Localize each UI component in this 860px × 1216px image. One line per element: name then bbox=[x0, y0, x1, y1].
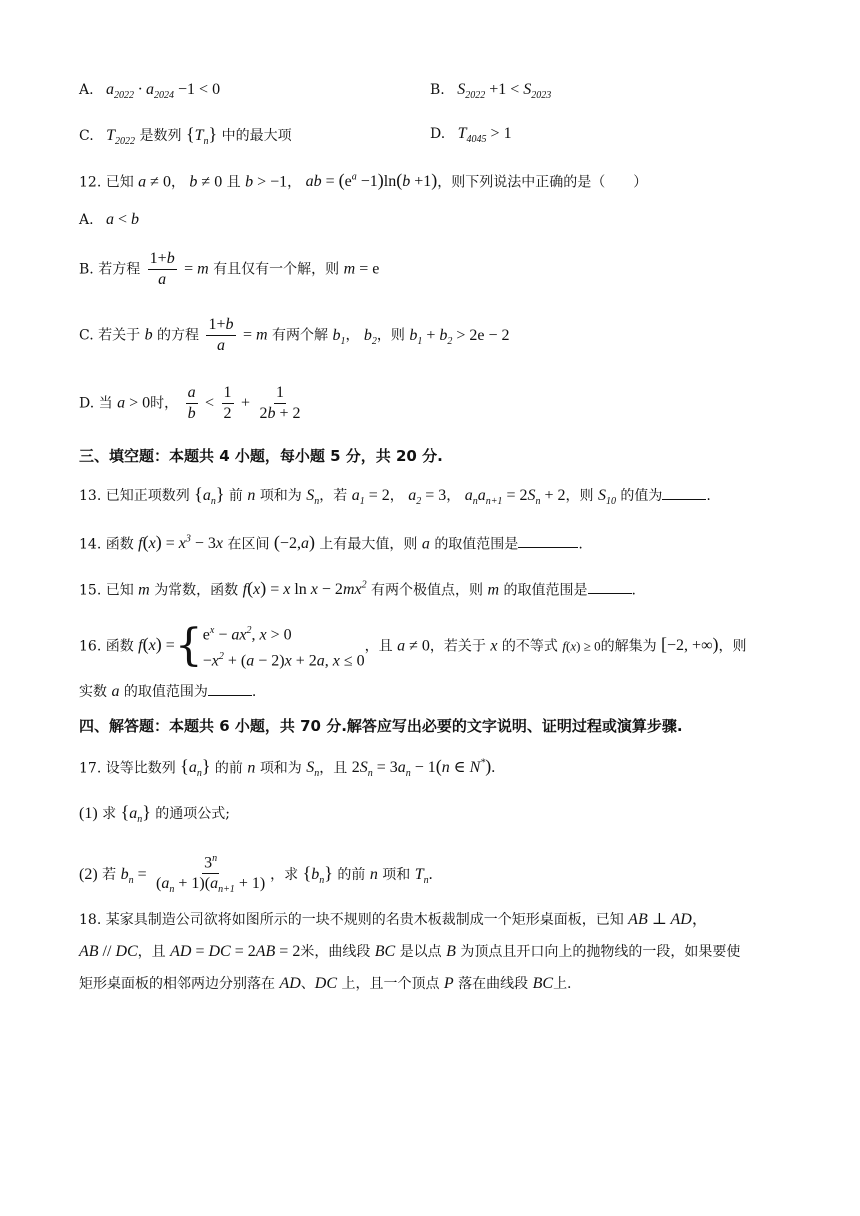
math-expr: $b_1$ bbox=[332, 326, 346, 347]
q17-stem bbox=[79, 754, 495, 785]
math-expr: $a_na_{n+1} = 2S_n + 2$ bbox=[464, 487, 566, 508]
q-text: ，则 bbox=[565, 488, 594, 504]
option-text: 中的最大项 bbox=[221, 128, 292, 144]
math-expr: $S_{10}$ bbox=[597, 487, 616, 508]
q-text: 上，且一个顶点 bbox=[341, 976, 440, 992]
q-text: 函数 bbox=[105, 536, 134, 553]
q-text: 的通项公式; bbox=[155, 806, 231, 822]
q-text: 设等比数列 bbox=[105, 760, 176, 777]
q15: 15. 已知 m 为常数，函数 f(x) = x $\ln x - 2mx^2$ 有两个极值点，则 m 的取值范围是 . bbox=[79, 578, 636, 599]
option-text: 有且仅有一个解，则 bbox=[213, 261, 340, 278]
q-text: ，且 bbox=[364, 638, 393, 655]
option-text: 的方程 bbox=[157, 327, 200, 344]
math-expr: $S_n$ bbox=[306, 487, 320, 508]
math-expr: $\{b_n\}$ bbox=[302, 862, 333, 886]
math-expr: $b_2$ bbox=[363, 326, 377, 347]
q-text: 的前 bbox=[337, 866, 366, 883]
math-expr: = m bbox=[184, 260, 209, 278]
math-expr: b > −1 bbox=[245, 173, 288, 191]
math-expr: BC bbox=[374, 943, 396, 960]
question-number: 12. bbox=[79, 174, 102, 191]
question-number: 14. bbox=[79, 536, 102, 553]
math-expr: (−2,a) bbox=[273, 532, 315, 553]
math-expr: $\{a_n\}$ bbox=[120, 802, 151, 826]
q-text: 若 bbox=[102, 866, 117, 883]
piecewise-brace: { bbox=[174, 620, 203, 672]
math-expr: $f(x) = x^3 - 3x$ bbox=[138, 532, 224, 553]
math-expr: ab = $(e^a -1)\ln(b +1)$ bbox=[305, 170, 438, 191]
q-text: 实数 bbox=[79, 684, 107, 700]
q-text: 米，曲线段 bbox=[300, 944, 371, 960]
q-text: ， bbox=[389, 488, 404, 504]
math-expr: n bbox=[247, 487, 256, 504]
stem-text: ，则下列说法中正确的是（ ） bbox=[437, 174, 648, 191]
q-text: 是以点 bbox=[399, 944, 442, 960]
math-expr: $2S_n = 3a_n - 1(n$ ∈ N*). bbox=[351, 756, 496, 780]
q-text: 某家具制造公司欲将如图所示的一块不规则的名贵木板裁制成一个矩形桌面板，已知 bbox=[105, 912, 624, 928]
q12-option-b bbox=[79, 250, 379, 289]
option-text: 是数列 bbox=[139, 128, 182, 144]
math-expr: a < b bbox=[98, 211, 140, 228]
math-expr: a > 0 bbox=[117, 394, 151, 412]
q-text: 上有最大值，则 bbox=[319, 536, 418, 553]
q-text: 项和 bbox=[382, 866, 411, 883]
math-expr: AD bbox=[279, 975, 301, 992]
part-label: (2) bbox=[79, 865, 98, 883]
math-expr: x bbox=[490, 637, 498, 655]
math-expr: P bbox=[443, 975, 454, 992]
math-expr: f(x) = x $\ln x - 2mx^2$ bbox=[242, 578, 367, 599]
q-text: 矩形桌面板的相邻两边分别落在 bbox=[79, 976, 275, 992]
math-expr: AB ⊥ AD， bbox=[628, 911, 708, 928]
math-expr: $a_1 = 2$ bbox=[351, 487, 390, 508]
math-expr: $\{a_n\}$ bbox=[180, 756, 211, 780]
q-text: ，若 bbox=[319, 488, 348, 504]
math-expr: [−2, +∞) bbox=[661, 634, 719, 655]
q-text: 求 bbox=[102, 806, 117, 822]
math-expr: m bbox=[138, 581, 150, 599]
math-expr: a bbox=[111, 683, 120, 700]
math-expr: $b_1 + b_2 > 2e - 2$ bbox=[409, 326, 510, 347]
option-label: C. bbox=[79, 327, 94, 344]
q11-option-d bbox=[430, 124, 512, 150]
q13: 13. 已知正项数列 $\{a_n\}$ 前 n 项和为 $S_n$，若 $a_1 = 2$， $a_2 = 3$， $a_na_{n+1} = 2S_n + 2$，则 $S_{10}$ 的值为 . bbox=[79, 484, 711, 508]
q12-option-d bbox=[79, 384, 305, 423]
section-3-heading: 三、填空题：本题共 4 小题，每小题 5 分，共 20 分. bbox=[79, 447, 443, 465]
q16-line2: 实数 a 的取值范围为 . bbox=[79, 683, 257, 700]
section-4-heading: 四、解答题：本题共 6 小题，共 70 分.解答应写出必要的文字说明、证明过程或演算步骤. bbox=[79, 717, 683, 735]
math-expr: a ≠ 0 bbox=[138, 173, 171, 191]
question-number: 17. bbox=[79, 760, 102, 777]
answer-blank[interactable] bbox=[662, 499, 706, 500]
q-text: 上. bbox=[553, 976, 572, 992]
math-expr: m = e bbox=[343, 260, 380, 278]
math-expr: f(x) = bbox=[138, 634, 175, 655]
fraction: $\frac{1}{2}$ bbox=[223, 384, 232, 422]
q17-part1 bbox=[79, 802, 230, 830]
option-label: A. bbox=[79, 212, 94, 228]
math-expr: $a_2 = 3$ bbox=[408, 487, 447, 508]
option-text: 若关于 bbox=[98, 327, 141, 344]
math-expr: a ≠ 0 bbox=[397, 637, 430, 655]
option-text: 有两个解 bbox=[272, 327, 329, 344]
q12-option-a bbox=[79, 210, 139, 230]
q-text: 的前 bbox=[214, 760, 243, 777]
math-expr: < bbox=[205, 394, 215, 412]
q-text: 项和为 bbox=[259, 760, 302, 777]
math-expr: $a_{2022} \cdot a_{2024} -1 < 0$ bbox=[98, 81, 221, 102]
option-label: C. bbox=[79, 128, 94, 144]
q-text: 项和为 bbox=[259, 488, 302, 504]
question-number: 15. bbox=[79, 582, 102, 599]
option-label: B. bbox=[430, 82, 445, 98]
q-text: ，若关于 bbox=[429, 638, 486, 655]
fraction: $\frac{a}{b}$ bbox=[187, 384, 196, 422]
stem-text: ， bbox=[170, 174, 185, 191]
q-text: 的解集为 bbox=[600, 638, 657, 655]
question-number: 18. bbox=[79, 912, 102, 928]
answer-blank[interactable] bbox=[208, 695, 252, 696]
math-expr: b ≠ 0 bbox=[189, 173, 223, 191]
question-number: 13. bbox=[79, 488, 102, 504]
math-expr: $\{T_n\}$ bbox=[185, 124, 218, 148]
stem-text: 已知 bbox=[105, 174, 134, 191]
math-expr: B bbox=[446, 943, 456, 960]
math-expr: $\{a_n\}$ bbox=[194, 484, 225, 508]
q11-option-a bbox=[79, 80, 220, 106]
option-label: D. bbox=[430, 126, 446, 142]
math-expr: $T_{2022}$ bbox=[98, 127, 136, 148]
option-text: 当 bbox=[98, 395, 113, 412]
math-expr: m bbox=[487, 581, 500, 599]
math-expr: n bbox=[247, 759, 256, 777]
math-expr: AD = DC = 2AB = 2 bbox=[170, 943, 301, 960]
q18-line3 bbox=[79, 974, 572, 994]
math-expr: AB // DC bbox=[79, 943, 138, 960]
math-expr: a bbox=[421, 535, 430, 553]
q-text: 为顶点且开口向上的抛物线的一段，如果要使 bbox=[460, 944, 741, 960]
q-text: ， bbox=[446, 488, 461, 504]
option-text: 若方程 bbox=[98, 261, 141, 278]
option-label: B. bbox=[79, 261, 94, 278]
fraction: $\frac{1+b}{a}$ bbox=[149, 250, 175, 288]
math-expr: DC bbox=[314, 975, 338, 992]
q-text: 落在曲线段 bbox=[458, 976, 529, 992]
answer-blank[interactable] bbox=[518, 547, 578, 548]
math-expr: n bbox=[369, 865, 378, 883]
q-text: 有两个极值点，则 bbox=[371, 582, 484, 599]
q-text: ，且 bbox=[137, 944, 166, 960]
q12-option-c bbox=[79, 316, 510, 355]
option-text: ， bbox=[345, 327, 360, 344]
q-text: 在区间 bbox=[227, 536, 270, 553]
math-expr: b bbox=[144, 326, 153, 344]
q18-line1 bbox=[79, 910, 708, 930]
q-text: 为常数，函数 bbox=[154, 582, 239, 599]
part-label: (1) bbox=[79, 805, 98, 822]
q-text: ，且 bbox=[319, 760, 348, 777]
q-text: 的取值范围是 bbox=[434, 536, 519, 553]
math-expr: $b_n$ = bbox=[120, 865, 147, 886]
fraction: $\frac{1+b}{a}$ bbox=[208, 316, 234, 354]
q-text: 已知 bbox=[105, 582, 134, 599]
q-text: ，则 bbox=[718, 638, 747, 655]
q18-line2 bbox=[79, 942, 740, 962]
question-number: 16. bbox=[79, 638, 102, 655]
math-expr: f(x) ≥ 0 bbox=[562, 638, 601, 654]
q-text: 函数 bbox=[105, 638, 134, 655]
q11-option-c bbox=[79, 124, 292, 152]
answer-blank[interactable] bbox=[588, 593, 632, 594]
q-text: 的取值范围为 bbox=[123, 684, 208, 700]
fraction: $\frac{1}{2b + 2}$ bbox=[259, 384, 301, 422]
q16 bbox=[79, 620, 746, 673]
q11-option-b bbox=[430, 80, 551, 106]
math-expr: $S_{2022} +1 < S_{2023}$ bbox=[449, 81, 552, 102]
math-expr: + bbox=[240, 394, 250, 412]
q-text: 的取值范围是 bbox=[503, 582, 588, 599]
option-text: 时， bbox=[150, 395, 179, 412]
q-text: 、 bbox=[300, 976, 315, 992]
stem-text: 且 bbox=[226, 174, 241, 191]
q14: 14. 函数 $f(x) = x^3 - 3x$ 在区间 (−2,a) 上有最大值，则 a 的取值范围是 . bbox=[79, 532, 583, 553]
option-text: ，则 bbox=[376, 327, 405, 344]
option-label: D. bbox=[79, 395, 95, 412]
math-expr: $S_n$ bbox=[306, 759, 320, 780]
q-text: ，求 bbox=[270, 866, 299, 883]
math-expr: = m bbox=[242, 326, 268, 344]
q-text: 前 bbox=[228, 488, 243, 504]
math-expr: $T_{4045} > 1$ bbox=[449, 125, 512, 146]
q17-part2 bbox=[79, 850, 433, 900]
q12-stem bbox=[79, 168, 647, 192]
q-text: 的值为 bbox=[620, 488, 663, 504]
stem-text: ， bbox=[287, 174, 302, 191]
q-text: 的不等式 bbox=[501, 638, 558, 655]
fraction: $\frac{3^n}{(a_n + 1)(a_{n+1} + 1)}$ bbox=[154, 850, 267, 900]
math-expr: $T_n$. bbox=[414, 865, 433, 886]
q-text: 已知正项数列 bbox=[105, 488, 190, 504]
math-expr: BC bbox=[532, 975, 554, 992]
piecewise-cases: $e^x - ax^2$, x > 0 $-x^2 + (a - 2)x + 2a$, x ≤ 0 bbox=[202, 625, 365, 670]
option-label: A. bbox=[79, 82, 94, 98]
